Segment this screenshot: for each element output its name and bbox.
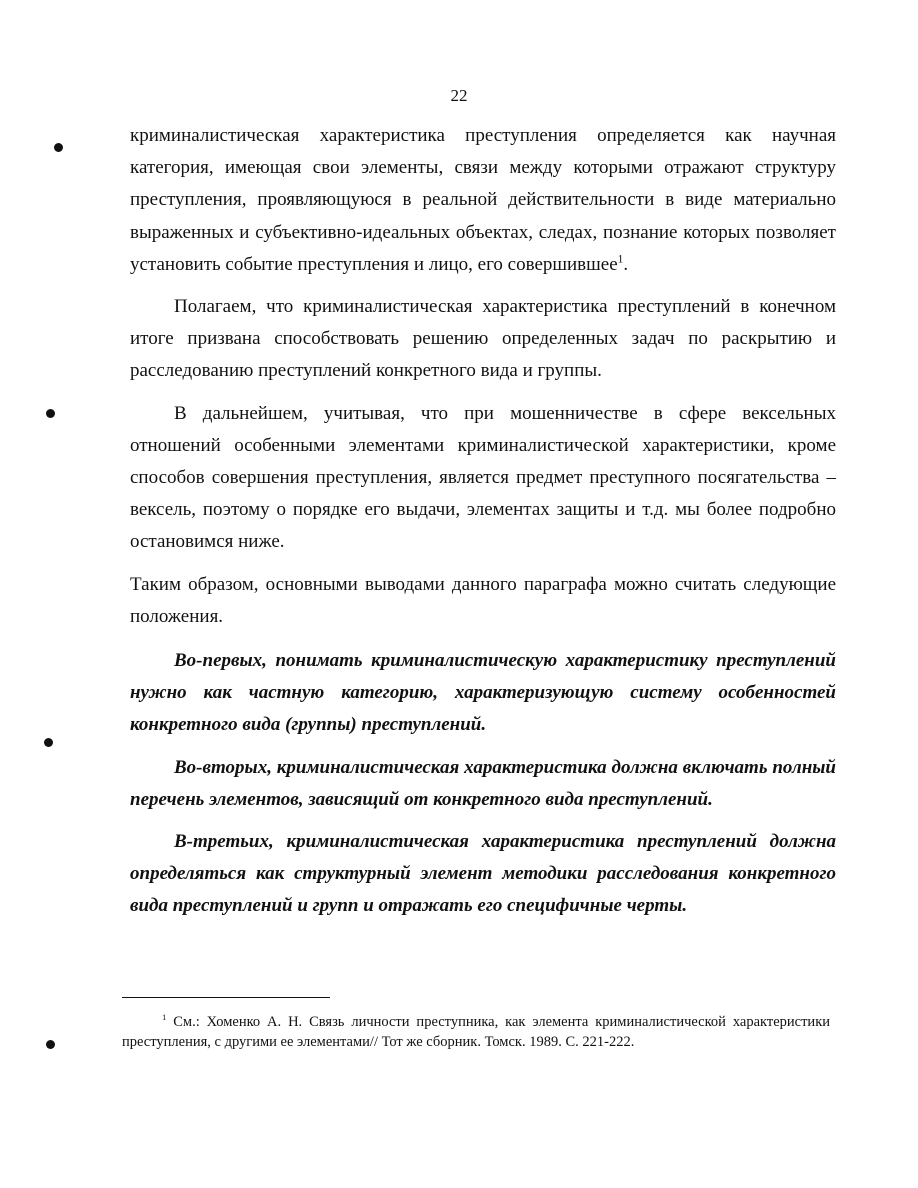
footnote — [122, 1012, 830, 1052]
conclusion-first: Во-первых, понимать криминалистическую характеристику преступлений нужно как частную категорию, характеризующую систему особенностей конкретного вида (группы) преступлений. — [130, 650, 836, 736]
page-number: 22 — [450, 86, 468, 105]
binder-hole-mark — [46, 409, 55, 418]
footnote-divider — [122, 997, 330, 998]
binder-hole-mark — [54, 143, 63, 152]
conclusion-third: В-третьих, криминалистическая характеристика преступлений должна определяться как структурный элемент методики расследования конкретного вида преступлений и групп и отражать его специфичные черты. — [130, 831, 836, 917]
main-text — [130, 120, 836, 923]
binder-hole-mark — [46, 1040, 55, 1049]
binder-hole-mark — [44, 738, 53, 747]
conclusion-second: Во-вторых, криминалистическая характеристика должна включать полный перечень элементов, зависящий от конкретного вида преступлений. — [130, 756, 836, 810]
footnote-reference[interactable]: 1 — [617, 253, 624, 266]
paragraph-text: криминалистическая характеристика преступления определяется как научная категория, имеющая свои элементы, связи между которыми отражают структуру преступления, проявляющуюся в реальной действительности в виде материально выраженных и субъективно-идеальных объектах, следах, познание которых позволяет установить событие преступления и лицо, его совершившее — [130, 125, 836, 275]
paragraph: В дальнейшем, учитывая, что при мошенничестве в сфере вексельных отношений особенными элементами криминалистической характеристики, кроме способов совершения преступления, является предмет преступного посягательства – вексель, поэтому о порядке его выдачи, элементах защиты и т.д. мы более подробно остановимся ниже. — [130, 402, 836, 553]
paragraph-continuation — [130, 120, 836, 281]
footnote-text: См.: Хоменко А. Н. Связь личности преступника, как элемента криминалистической характеристики преступления, с другими ее элементами// Тот же сборник. Томск. 1989. С. 221-222. — [122, 1014, 830, 1050]
paragraph-end: . — [623, 253, 629, 275]
paragraph: Таким образом, основными выводами данного параграфа можно считать следующие положения. — [130, 573, 836, 627]
footnote-mark: 1 — [162, 1012, 167, 1023]
paragraph: Полагаем, что криминалистическая характеристика преступлений в конечном итоге призвана способствовать решению определенных задач по раскрытию и расследованию преступлений конкретного вида и группы. — [130, 296, 836, 382]
